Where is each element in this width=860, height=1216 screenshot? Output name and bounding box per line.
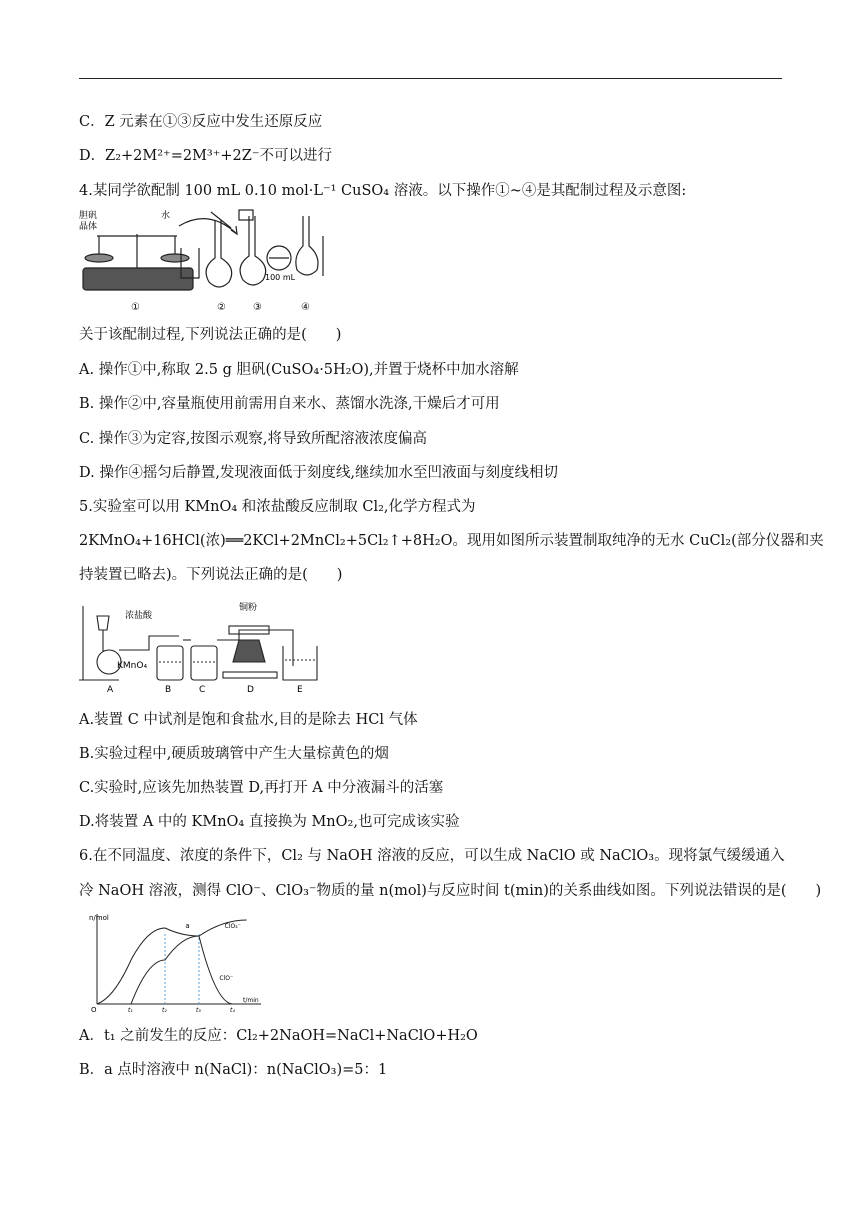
apparatus-a: A	[107, 685, 114, 695]
point-a-label: a	[185, 922, 190, 930]
x-tick-label: t₁	[128, 1007, 133, 1014]
q4-stem: 4.某同学欲配制 100 mL 0.10 mol·L⁻¹ CuSO₄ 溶液。以下操作①~④是其配制过程及示意图:	[79, 183, 687, 199]
header-rule	[79, 78, 782, 79]
x-tick-label: t₃	[196, 1007, 201, 1014]
step-2: ②	[217, 302, 226, 313]
q4-option-c: C. 操作③为定容,按图示观察,将导致所配溶液浓度偏高	[79, 431, 428, 447]
label-kmno4: KMnO₄	[117, 661, 148, 671]
step-3: ③	[253, 302, 262, 313]
q6-stem-1: 6.在不同温度、浓度的条件下，Cl₂ 与 NaOH 溶液的反应，可以生成 NaClO 或 NaClO₃。现将氯气缓缓通入	[79, 848, 785, 864]
q6-stem-2: 冷 NaOH 溶液，测得 ClO⁻、ClO₃⁻物质的量 n(mol)与反应时间 t(min)的关系曲线如图。下列说法错误的是( )	[79, 883, 822, 899]
q4-figure	[79, 206, 329, 316]
q5-option-b: B.实验过程中,硬质玻璃管中产生大量棕黄色的烟	[79, 746, 389, 762]
y-axis-label: n/mol	[89, 914, 109, 922]
q6-option-a: A．t₁ 之前发生的反应：Cl₂+2NaOH=NaCl+NaClO+H₂O	[79, 1028, 478, 1044]
option-c: C．Z 元素在①③反应中发生还原反应	[79, 114, 323, 130]
label-water: 水	[161, 211, 171, 221]
step-1: ①	[131, 302, 140, 313]
label-acid: 浓盐酸	[125, 611, 153, 621]
q5-stem-1: 5.实验室可以用 KMnO₄ 和浓盐酸反应制取 Cl₂,化学方程式为	[79, 499, 476, 515]
label-volume: 100 mL	[265, 273, 296, 282]
apparatus-b: B	[165, 685, 172, 695]
q4-option-d: D. 操作④摇匀后静置,发现液面低于刻度线,继续加水至凹液面与刻度线相切	[79, 465, 559, 481]
series-label: ClO₃⁻	[224, 923, 241, 930]
x-tick-label: t₄	[230, 1007, 235, 1014]
series-label: ClO⁻	[219, 975, 234, 982]
apparatus-e: E	[297, 685, 303, 695]
label-copper: 铜粉	[239, 603, 258, 613]
q5-option-d: D.将装置 A 中的 KMnO₄ 直接换为 MnO₂,也可完成该实验	[79, 814, 460, 830]
apparatus-c: C	[199, 685, 206, 695]
q4-option-a: A. 操作①中,称取 2.5 g 胆矾(CuSO₄·5H₂O),并置于烧杯中加水溶解	[79, 362, 519, 378]
option-d: D．Z₂+2M²⁺=2M³⁺+2Z⁻不可以进行	[79, 148, 332, 164]
series-line	[131, 920, 247, 1004]
q5-apparatus-figure	[79, 596, 339, 696]
step-4: ④	[301, 302, 310, 313]
q5-stem-3: 持装置已略去)。下列说法正确的是( )	[79, 567, 343, 583]
q4-ask: 关于该配制过程,下列说法正确的是( )	[79, 327, 342, 343]
q5-option-a: A.装置 C 中试剂是饱和食盐水,目的是除去 HCl 气体	[79, 712, 418, 728]
balance-base-icon	[83, 268, 193, 290]
apparatus-d: D	[247, 685, 254, 695]
q5-stem-2: 2KMnO₄+16HCl(浓)══2KCl+2MnCl₂+5Cl₂↑+8H₂O。现用如图所示装置制取纯净的无水 CuCl₂(部分仪器和夹	[79, 533, 824, 549]
label-crystal-2: 晶体	[79, 222, 98, 232]
label-crystal-1: 胆矾	[79, 211, 98, 221]
q6-chart	[79, 908, 269, 1014]
x-axis-label: t/min	[243, 997, 259, 1004]
q4-option-b: B. 操作②中,容量瓶使用前需用自来水、蒸馏水洗涤,干燥后才可用	[79, 396, 500, 412]
q5-option-c: C.实验时,应该先加热装置 D,再打开 A 中分液漏斗的活塞	[79, 780, 444, 796]
origin-label: O	[91, 1006, 97, 1014]
x-tick-label: t₂	[162, 1007, 167, 1014]
q6-option-b: B．a 点时溶液中 n(NaCl)：n(NaClO₃)=5：1	[79, 1062, 388, 1078]
